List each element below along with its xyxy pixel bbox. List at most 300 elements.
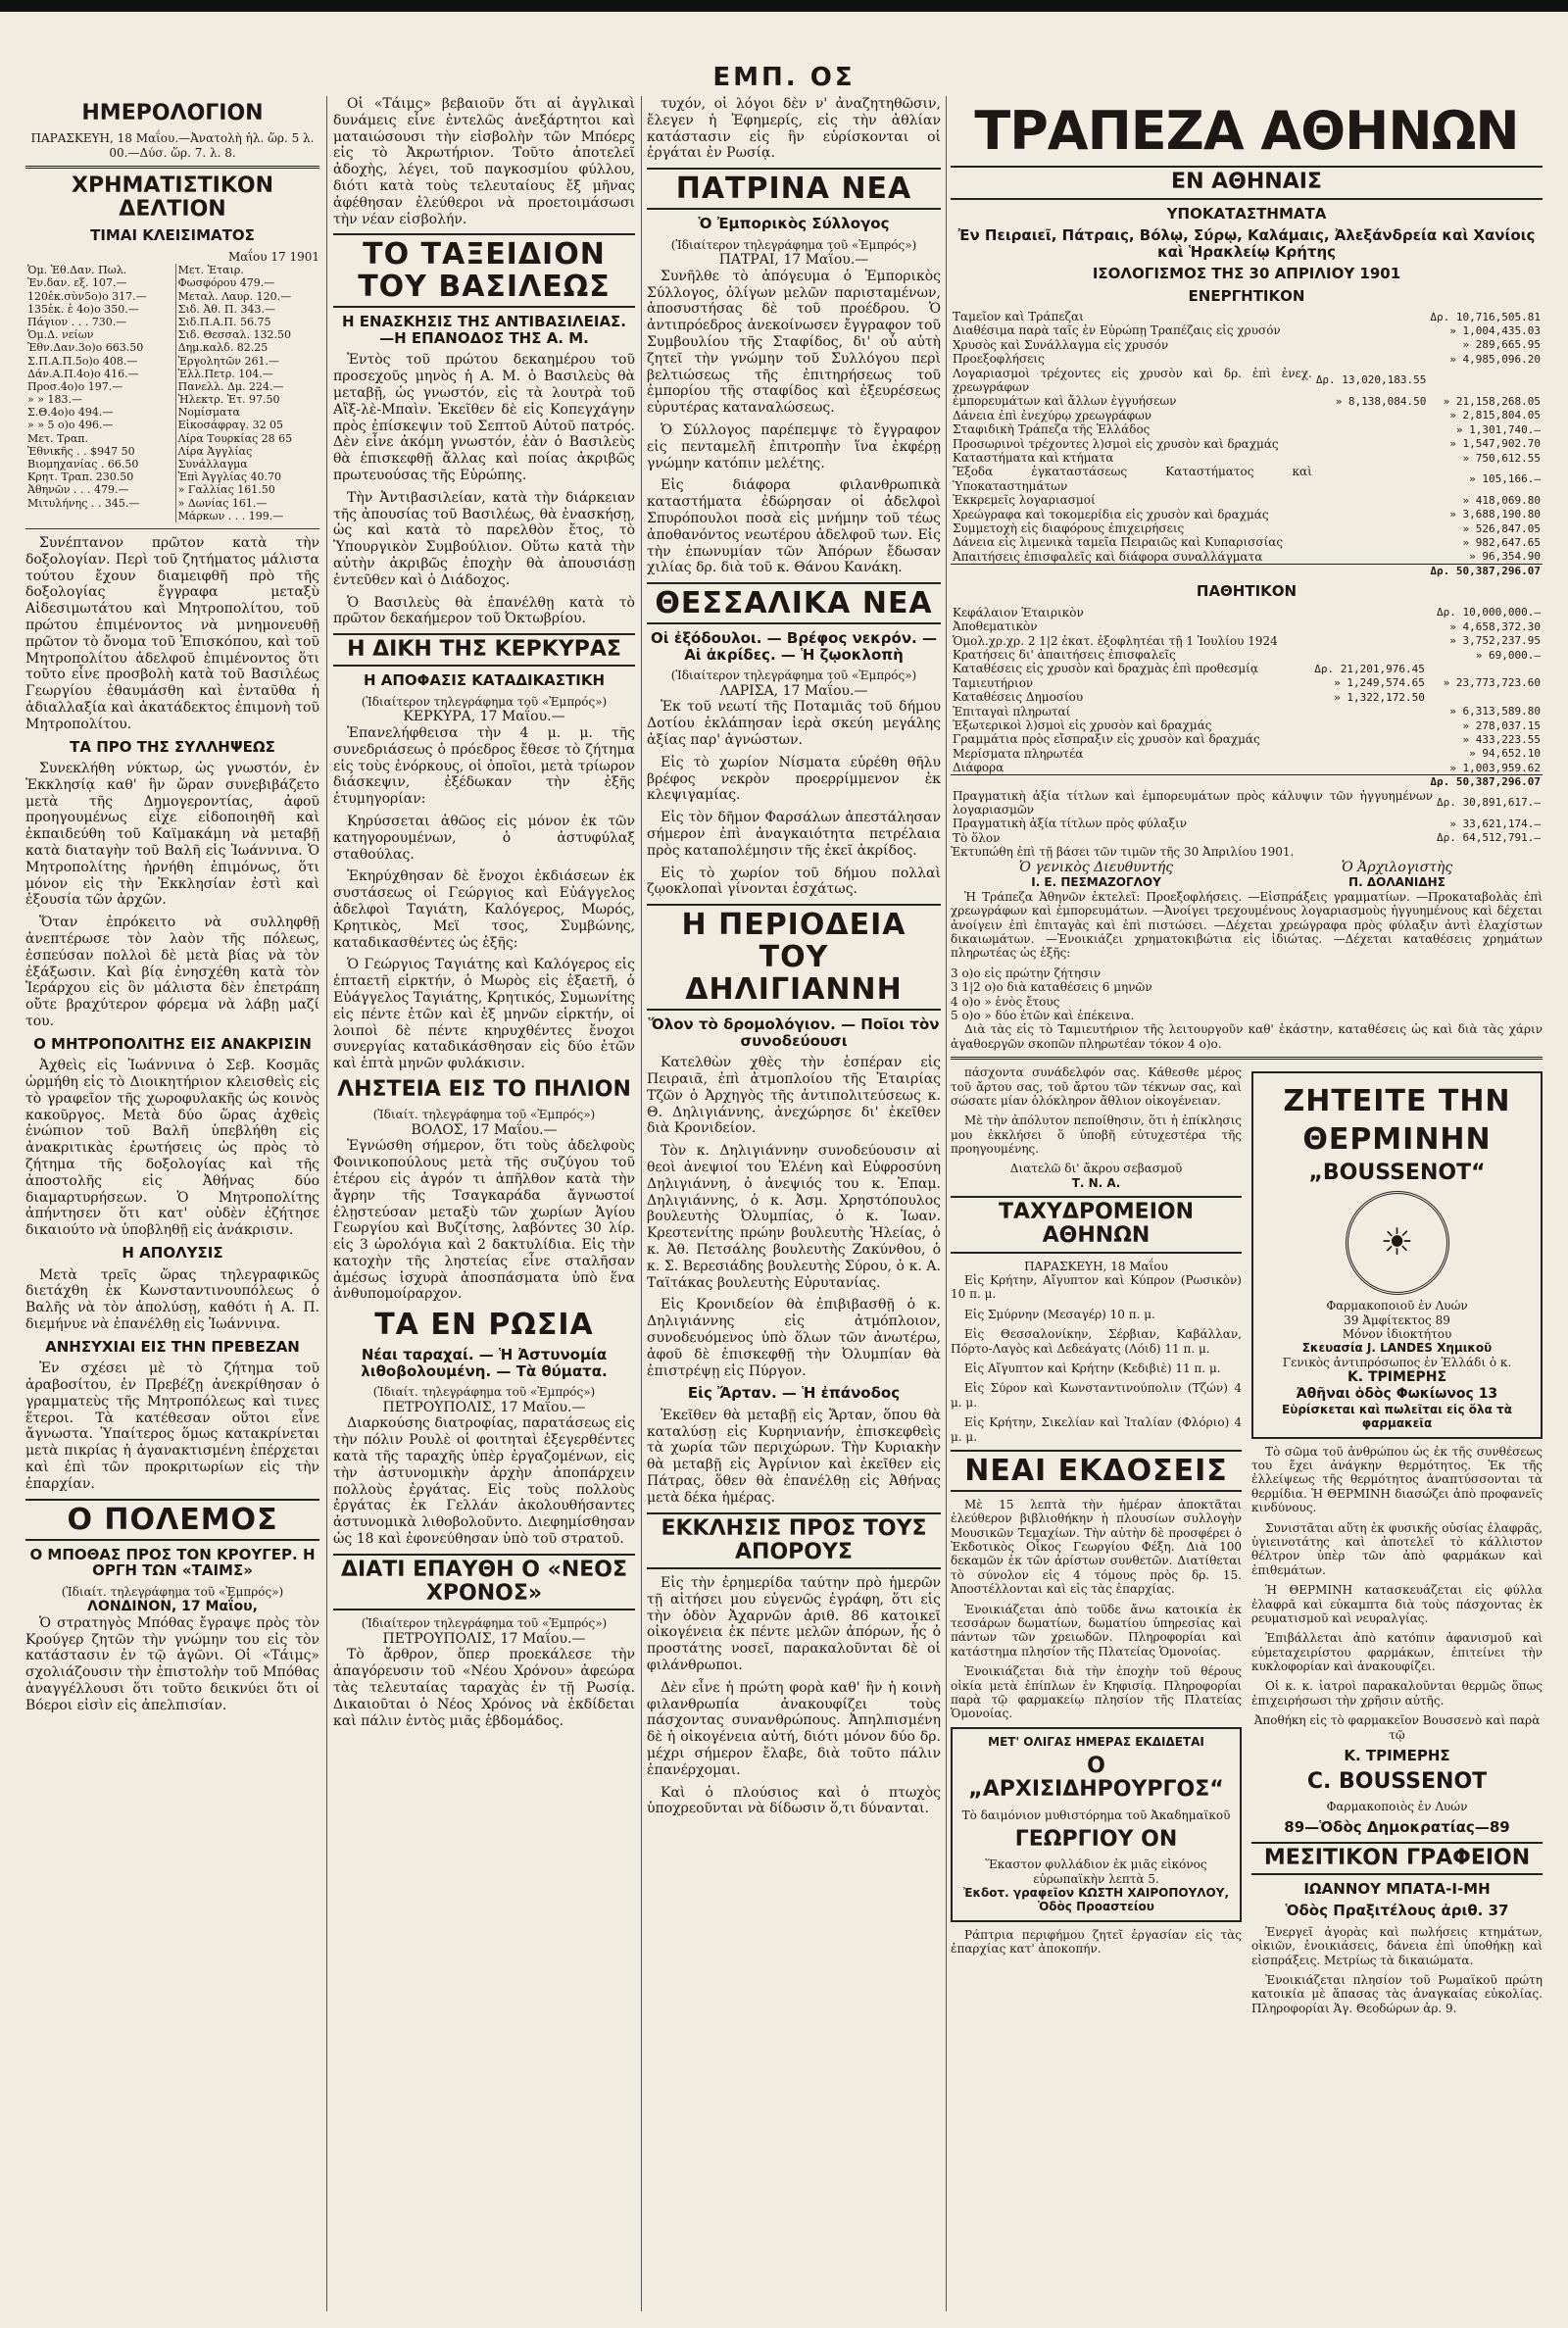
rates-left	[25, 264, 175, 522]
rates-right	[175, 264, 319, 522]
article-text: Μὲ τὴν ἀπόλυτον πεποίθησιν, ὅτι ἡ ἐπίκλησις μου ἐκκλήσει ὅ ὑποβῆ εὐτυχεστέρα τῆς προηγουμένης.	[951, 1114, 1242, 1157]
article-text: Τὴν Ἀντιβασιλείαν, κατὰ τὴν διάρκειαν τῆς ἀπουσίας τοῦ Βασιλέως, θὰ ἐνασκήσῃ, ὡς καὶ κατὰ τὸ παρελθὸν ἔτος, τὸ Ὑπουργικὸν Συμβούλιον. Οὕτω κατὰ τὴν αὐτὴν ἀκριβῶς ἐποχὴν θὰ ἀπουσιάσῃ ἐντεῦθεν καὶ ὁ Διάδοχος.	[333, 489, 635, 588]
article-heading: Ο ΜΗΤΡΟΠΟΛΙΤΗΣ ΕΙΣ ΑΝΑΚΡΙΣΙΝ	[33, 1034, 312, 1053]
ledger-label: Καταθέσεις εἰς χρυσὸν καὶ δραχμὰς ἐπὶ προθεσμίᾳ	[953, 662, 1258, 676]
rate-line: Μετ. Τραπ.	[27, 431, 88, 445]
rate-line: Συνάλλαγμα	[177, 458, 248, 471]
rate-line: Προσ.4ο)ο 197.—	[27, 379, 123, 393]
dateline: ΚΕΡΚΥΡΑ, 17 Μαΐου.—	[403, 709, 565, 725]
article-text: Συνέπτανον πρῶτον κατὰ τὴν δοξολογίαν. Περὶ τοῦ ζητήματος μάλιστα τούτου ἔχουν διαμειφθῆ πρὸ τῆς δοξολογίας ἔγγραφα μεταξὺ Αἰδεσιμωτάτου καὶ Μητροπολίτου, τοῦ πρώτου ἐπιμένοντος νὰ μνημονευθῇ πρῶτον τὸ ὄνομα τοῦ Ἐπισκόπου, καὶ τοῦ Μητροπολίτου ἀδελφοῦ ἐπιμένοντος ὅτι τοῦτο εἶνε προσβολὴ κατὰ τοῦ Βασιλέως Γεωργίου ἐθαυμάσθη καὶ ἐνταῦθα ἡ ἀδιαλλαξία καὶ ἀκατάδεκτος ἐπιμονὴ τοῦ Μητροπολίτου.	[25, 534, 319, 732]
rate-line: Ὁμ. Ἐθ.Δαν. Πωλ.	[27, 264, 127, 277]
ad-boussenot: C. BOUSSENOT	[1306, 1768, 1488, 1794]
assets-total-table	[951, 564, 1543, 577]
rate-line: Λίρα Τουρκίας 28 65	[177, 431, 293, 445]
ad-agent: Γενικὸς ἀντιπρόσωπος ἐν Ἑλλάδι ὁ κ.	[1282, 1355, 1512, 1369]
ad-only: Μόνον ἰδιοκτήτου	[1342, 1327, 1452, 1342]
novel-subtitle: Τὸ δαιμόνιον μυθιστόρημα τοῦ Ἀκαδημαϊκοῦ	[961, 1808, 1231, 1822]
ledger-label: Προεξοφλήσεις	[953, 352, 1045, 367]
ledger-label: Ἀποθεματικὸν	[953, 619, 1038, 634]
ad-brand: ΘΕΡΜΙΝΗΝ	[1302, 1122, 1492, 1158]
dateline: ΠΕΤΡΟΥΠΟΛΙΣ, 17 Μαΐου.—	[382, 1399, 586, 1415]
article-text: Συνῆλθε τὸ ἀπόγευμα ὁ Ἐμπορικὸς Σύλλογος, ὀλίγων μελῶν παρισταμένων, ἀποσυστήσας δὲ τοῦ προέδρου. Ὁ ἀντιπρόεδρος ἀνεκοίνωσεν ἔγγραφον τοῦ Συμβουλίου τῆς Σταφίδος, δι' οὗ αὐτὴ ζητεῖ τὴν γνώμην τοῦ Συλλόγου περὶ βελτιώσεως τῆς ἐπιτηρήσεως τοῦ ἐμπορίου τῆς σταφίδος καὶ ἐξευρέσεως εὐρυτέρας καταναλώσεως.	[647, 268, 941, 417]
column-2	[333, 96, 635, 2311]
ledger-subvalue	[1304, 634, 1427, 648]
bulletin-date: Μαΐου 17 1901	[227, 249, 319, 264]
accountant-name: Π. ΔΟΛΑΝΙΔΗΣ	[1348, 875, 1446, 890]
dateline: ΒΟΛΟΣ, 17 Μαΐου.—	[411, 1121, 558, 1138]
dateline: ΛΟΝΔΙΝΟΝ, 17 Μαΐου,	[87, 1599, 258, 1615]
article-text: Ὁ Σύλλογος παρέπεμψε τὸ ἔγγραφον εἰς πενταμελῆ ἐπιτροπὴν ἵνα ἐκφέρῃ γνώμην κατόπιν μελέτης.	[647, 422, 941, 471]
ledger-subvalue: Δρ. 13,020,183.55	[1315, 373, 1427, 387]
ledger-label: Διάφορα	[953, 761, 1004, 775]
ledger-value: » 1,004,435.03	[1449, 324, 1541, 338]
section-heading: Η ΔΙΚΗ ΤΗΣ ΚΕΡΚΥΡΑΣ	[333, 633, 635, 667]
ledger-label: Λογαριασμοὶ τρέχοντες εἰς χρυσὸν καὶ δρ. ἐπὶ ἐνεχ. χρεωγράφων	[953, 366, 1312, 395]
ledger-row	[951, 705, 1543, 718]
ad-landes: Σκευασία J. LANDES Χημικοῦ	[1301, 1341, 1493, 1356]
deposit-rate-item: 5 ο)ο » δύο ἐτῶν καὶ ἐπέκεινα.	[951, 1008, 1135, 1022]
deposit-rate-item: 3 1|2 ο)ο διὰ καταθέσεις 6 μηνῶν	[951, 980, 1152, 995]
article-subheading: Η ΕΝΑΣΚΗΣΙΣ ΤΗΣ ΑΝΤΙΒΑΣΙΛΕΙΑΣ. —Η ΕΠΑΝΟΔΟΣ ΤΗΣ Α. Μ.	[342, 313, 626, 347]
rate-line: Μιτυλήνης . . 345.—	[27, 496, 140, 510]
section-heading: ΛΗΣΤΕΙΑ ΕΙΣ ΤΟ ΠΗΛΙΟΝ	[337, 1076, 631, 1102]
column-3	[647, 96, 941, 2311]
left-subcolumn	[951, 1065, 1242, 2021]
rates-table	[25, 264, 319, 522]
article-subheading: Εἰς Ἄρταν. — Ἡ ἐπάνοδος	[687, 1384, 901, 1403]
rental-notice: Ἐνοικιάζεται ἀπὸ τοῦδε ἄνω κατοικία ἐκ τεσσάρων δωματίων, δωματίου ὑπηρεσίας καὶ πάντων τῶν χρειωδῶν. Πληροφορίαι καὶ κατάστημα πλησίον τῆς Πλατείας Ὁμονοίας.	[951, 1602, 1242, 1659]
section-heading: Η ΠΕΡΙΟΔΕΙΑ ΤΟΥ ΔΗΛΙΓΙΑΝΝΗ	[647, 904, 941, 1011]
ledger-label: Ἐξωτερικοὶ λ)σμοὶ εἰς χρυσὸν καὶ δραχμάς	[953, 718, 1212, 732]
article-text: Δὲν εἶνε ἡ πρώτη φορὰ καθ' ἣν ἡ κοινὴ φιλανθρωπία ἀνακουφίζει τοὺς πάσχοντας συνανθρώπους. Ἀπηλπισμένη δὲ ἡ οἰκογένεια αὐτή, διότι μόνον δύο δρ. μέχρι σήμερον ἔλαβε, διὰ τοῦτο πάλιν ἐπανέρχομαι.	[647, 1679, 941, 1778]
ad-address-2: 89—Ὁδὸς Δημοκρατίας—89	[1284, 1818, 1510, 1837]
novel-price: Ἕκαστον φυλλάδιον ἐκ μιᾶς εἰκόνος εὐρωπαϊκὴν λεπτὰ 5.	[985, 1857, 1207, 1886]
rate-line: Σ.Π.Α.Π.5ο)ο 408.—	[27, 354, 138, 368]
source-line: (Ἰδιαίτερον τηλεγράφημα τοῦ «Ἐμπρός»)	[670, 669, 917, 683]
assets-table	[951, 310, 1543, 564]
almanac-line: ΠΑΡΑΣΚΕΥΗ, 18 Μαΐου.—Ἀνατολὴ ἡλ. ὥρ. 5 λ. 00.—Δύσ. ὥρ. 7. λ. 8.	[30, 131, 315, 160]
rate-line: » » 183.—	[27, 393, 82, 407]
ledger-row	[951, 409, 1543, 422]
article-text: Κηρύσσεται ἀθῶος εἰς μόνον ἐκ τῶν κατηγορουμένων, ὁ ἀστυφύλαξ σταθούλας.	[333, 813, 635, 863]
article-heading: Ο ΜΠΟΘΑΣ ΠΡΟΣ ΤΟΝ ΚΡΟΥΓΕΡ. Η ΟΡΓΗ ΤΩΝ «ΤΑΙΜΣ»	[29, 1545, 316, 1580]
rate-line: Ἐλλ.Πετρ. 104.—	[177, 367, 273, 380]
ledger-value: » 1,547,902.70	[1449, 437, 1541, 451]
ledger-row	[951, 747, 1543, 761]
bank-subtitle: ΕΝ ΑΘΗΝΑΙΣ	[951, 166, 1543, 199]
ledger-value	[1427, 690, 1543, 704]
agency-text: Ἐνεργεῖ ἀγορὰς καὶ πωλήσεις κτημάτων, οἰκιῶν, ἐνοικιάσεις, δάνεια ἐπὶ ὑποθήκῃ καὶ εἰσπράξεις. Μετρίως τὰ δικαιώματα.	[1251, 1924, 1543, 1967]
deposit-rate-item: 4 ο)ο » ἑνὸς ἔτους	[951, 994, 1060, 1009]
rate-line: Δάν.Α.Π.4ο)ο 416.—	[27, 367, 139, 380]
ledger-row	[951, 817, 1543, 830]
article-text: Ἐκηρύχθησαν δὲ ἔνοχοι ἐκδιάσεων ἐκ συστάσεως οἱ Γεώργιος καὶ Εὐάγγελος ἀδελφοὶ Ταγιάτη, Καλόγερος, Μωρός, Κρητικὸς, Μεϊ τσος, Συμβώνης, καταδικασθέντες ὡς ἑξῆς:	[333, 868, 635, 951]
ledger-value: » 526,847.05	[1462, 521, 1541, 535]
ad-doctors: Οἱ κ. κ. ἰατροὶ παρακαλοῦνται θερμῶς ὅπως ἐπιχειρήσωσι τὴν χρῆσιν αὐτῆς.	[1251, 1679, 1543, 1708]
ledger-value: Δρ. 10,716,505.81	[1430, 310, 1541, 323]
masthead: ΕΜΠ. ΟΣ	[712, 63, 856, 92]
rate-line: Μετ. Ἐταιρ.	[177, 264, 244, 277]
ledger-subvalue	[1314, 508, 1429, 521]
assets-total: Δρ. 50,387,296.07	[970, 565, 1543, 578]
source-line: (Ἰδιαίτ. τηλεγράφημα τοῦ «Ἐμπρός»)	[61, 1584, 284, 1599]
rate-line: 120ἑκ.σὺν5ο)ο 317.—	[27, 289, 147, 303]
rate-line: Σιδ.Π.Α.Π. 56.75	[177, 315, 271, 328]
ad-body-4: Ἐπιβάλλεται ἀπὸ κατόπιν ἀφανισμοῦ καὶ εὐμεταχειρίστου φαρμάκων, ἐπιτείνει τὴν κυκλοφορίαν καὶ ἀνακουφίζει.	[1251, 1631, 1543, 1674]
ledger-subvalue	[1304, 648, 1427, 662]
ledger-row	[951, 648, 1543, 662]
article-text: πάσχοντα συνάδελφόν σας. Κάθεσθε μέρος τοῦ ἄρτου σας, τοῦ ἄρτου τῶν τέκνων σας, καὶ σώσατε μίαν ὁλόκληρον ἄθλιον οἰκογένειαν.	[951, 1065, 1242, 1108]
post-line: Εἰς Αἴγυπτον καὶ Κρήτην (Κεδιβιὲ) 11 π. μ.	[964, 1361, 1221, 1375]
section-heading: ΘΕΣΣΑΛΙΚΑ ΝΕΑ	[647, 582, 941, 624]
ad-availability: Εὑρίσκεται καὶ πωλεῖται εἰς ὅλα τὰ φαρμακεῖα	[1282, 1402, 1512, 1431]
liabilities-title: ΠΑΘΗΤΙΚΟΝ	[1196, 582, 1298, 601]
column-rule	[641, 96, 642, 2311]
ledger-subvalue	[1314, 310, 1429, 323]
ledger-subvalue: Δρ. 21,201,976.45	[1314, 662, 1425, 675]
ledger-subvalue	[1314, 493, 1429, 507]
rate-line: Ὁμ.Δ. νείων	[27, 328, 94, 342]
novel-publisher: Ἐκδοτ. γραφεῖον ΚΩΣΤΗ ΧΑΙΡΟΠΟΥΛΟΥ, Ὁδὸς Προαστείου	[962, 1885, 1230, 1914]
dateline: ΛΑΡΙΣΑ, 17 Μαΐου.—	[719, 682, 868, 699]
rate-line: Φωσφόρου 479.—	[177, 276, 275, 290]
source-line: (Ἰδιαίτερον τηλεγράφημα τοῦ «Ἐμπρός»)	[670, 237, 917, 252]
ad-address: 39 Ἀμφίτεκτος 89	[1344, 1313, 1450, 1327]
rate-line: Σιδ. Ἀθ. Π. 343.—	[177, 302, 275, 316]
rate-line: Μάρκων . . . 199.—	[177, 509, 284, 522]
column-1	[25, 96, 319, 2311]
article-text: Ἐκεῖθεν θὰ μεταβῇ εἰς Ἄρταν, ὅπου θὰ καταλύσῃ εἰς Κυρηνιανήν, ἐπισκεφθεὶς τὰ χωρία τῶν περιχώρων. Τὴν Κυριακὴν θὰ μεταβῇ εἰς Ἀγρίνιον καὶ ἐκεῖθεν εἰς Πάτρας, ὅθεν θὰ ἐπανέλθῃ εἰς Ἀθήνας μετὰ δέκα ἡμέρας.	[647, 1407, 941, 1506]
ledger-row	[951, 831, 1543, 845]
ledger-value: Δρ. 10,000,000.—	[1437, 606, 1541, 619]
ledger-label: Καταστήματα καὶ κτήματα	[953, 450, 1114, 465]
ledger-subvalue	[1304, 761, 1427, 774]
top-border	[0, 0, 1568, 12]
ledger-row	[951, 690, 1543, 704]
ledger-value: » 21,158,268.05	[1443, 395, 1541, 409]
post-line: Εἰς Σύρον καὶ Κωνσταντινούπολιν (Τζών) 4 μ. μ.	[951, 1381, 1242, 1410]
novel-author: ΓΕΩΡΓΙΟΥ ΟΝ	[1014, 1826, 1178, 1852]
ledger-value: » 278,037.15	[1462, 718, 1541, 732]
article-text: Εἰς τὸν δῆμον Φαρσάλων ἀπεστάλησαν σήμερον ἐπὶ ἀναγκαιότητα πετρέλαια πρὸς καταπολέμησιν τῆς ἐκεῖ ἀκρίδος.	[647, 810, 941, 859]
ledger-subvalue	[1314, 535, 1429, 549]
accountant-title: Ὁ Ἀρχιλογιστὴς	[1341, 859, 1453, 875]
liabilities-table	[951, 606, 1543, 775]
post-title: ΤΑΧΥΔΡΟΜΕΙΟΝ ΑΘΗΝΩΝ	[951, 1196, 1242, 1253]
ledger-value: » 982,647.65	[1462, 535, 1541, 549]
article-subheading: Ὅλον τὸ δρομολόγιον. — Ποῖοι τὸν συνοδεύουσι	[648, 1015, 940, 1050]
ad-body-3: Ἡ ΘΕΡΜΙΝΗ κατασκευάζεται εἰς φύλλα ἐλαφρᾶ καὶ εὐκαμπτα διὰ τοὺς πάσχοντας ἐκ ρευματισμοῦ καὶ νευραλγίας.	[1251, 1583, 1543, 1625]
balance-title: ΙΣΟΛΟΓΙΣΜΟΣ ΤΗΣ 30 ΑΠΡΙΛΙΟΥ 1901	[1092, 265, 1401, 283]
article-text: Ὁ Βασιλεὺς θὰ ἐπανέλθῃ κατὰ τὸ πρῶτον δεκαήμερον τοῦ Ὀκτωβρίου.	[333, 594, 635, 627]
classified-note: Ράπτρια περιφήμου ζητεῖ ἐργασίαν εἰς τὰς ἐπαρχίας κατ' ἀποκοπήν.	[951, 1927, 1242, 1957]
rate-line: » Δωνίας 161.—	[177, 496, 268, 510]
section-heading: Ο ΠΟΛΕΜΟΣ	[25, 1499, 319, 1541]
ledger-label: Καταθέσεις Δημοσίου	[953, 690, 1084, 705]
article-subheading: Ὁ Ἐμπορικὸς Σύλλογος	[698, 215, 890, 233]
ledger-value	[1427, 662, 1543, 675]
section-heading: ΔΙΑΤΙ ΕΠΑΥΘΗ Ο «ΝΕΟΣ ΧΡΟΝΟΣ»	[333, 1554, 635, 1610]
ledger-label: Συμμετοχὴ εἰς διαφόρους ἐπιχειρήσεις	[953, 520, 1185, 535]
ledger-value	[1428, 367, 1543, 395]
article-heading: ΤΑ ΠΡΟ ΤΗΣ ΣΥΛΛΗΨΕΩΣ	[70, 737, 275, 756]
ledger-subvalue	[1304, 705, 1427, 718]
ledger-row	[951, 535, 1543, 549]
ledger-label: Ταμεῖον καὶ Τράπεζαι	[953, 310, 1084, 324]
source-line: (Ἰδιαίτ. τηλεγράφημα τοῦ «Ἐμπρός»)	[372, 1385, 596, 1400]
ledger-label: Γραμμάτια πρὸς εἴσπραξιν εἰς χρυσὸν καὶ δραχμάς	[953, 732, 1260, 747]
ledger-subvalue	[1304, 619, 1427, 633]
ledger-subvalue	[1314, 352, 1429, 366]
rate-line: Βιομηχανίας . 66.50	[27, 458, 139, 471]
agency-text-2: Ἐνοικιάζεται πλησίον τοῦ Ρωμαϊκοῦ πρώτη κατοικία μὲ ἅπασας τὰς ἀναγκαίας εὐκολίας. Πληροφορίαι Ἁγ. Θεοδώρων ἀρ. 9.	[1251, 1972, 1543, 2015]
article-text: Ἐκ τοῦ νεωτί τῆς Ποταμιᾶς τοῦ δήμου Δοτίου ἐκλάπησαν ἱερὰ σκεύη μεγάλης ἀξίας παρ' ἀγνώστων.	[647, 699, 941, 748]
ledger-subvalue: » 8,138,084.50	[1335, 395, 1427, 409]
rate-line: Σ.Θ.4ο)ο 494.—	[27, 406, 114, 420]
assets-title: ΕΝΕΡΓΗΤΙΚΟΝ	[1188, 286, 1305, 305]
ledger-row	[951, 422, 1543, 436]
values-table	[951, 789, 1543, 846]
right-subcolumn	[1251, 1065, 1543, 2021]
ledger-subvalue	[1314, 451, 1429, 465]
rate-line: Πανελλ. Δμ. 224.—	[177, 379, 284, 393]
ledger-row	[951, 606, 1543, 619]
section-heading: ΠΑΤΡΙΝΑ ΝΕΑ	[647, 168, 941, 210]
ledger-label: Σταφιδικὴ Τράπεζα τῆς Ἑλλάδος	[953, 422, 1151, 437]
article-text: Ὁ στρατηγὸς Μπόθας ἔγραψε πρὸς τὸν Κρούγερ ζητῶν τὴν γνώμην του εἰς τὸν κατάστασιν ἐν τῷ ἀγῶνι. Οἱ «Τάιμς» σχολιάζουσιν τὴν ἐπιστολὴν τοῦ Μπόθας ἀναγγέλλουσι ὅτι τοῦτο δεικνύει ὅτι οἱ Βόεροι εἰσὶν εἰς ἀπελπισίαν.	[25, 1614, 319, 1713]
rate-line: Δημ.καλδ. 82.25	[177, 341, 269, 355]
source-line: (Ἰδιαίτερον τηλεγράφημα τοῦ «Ἐμπρός»)	[361, 1616, 608, 1631]
rate-line: Ἐθν.Δαν.3ο)ο 663.50	[27, 341, 144, 355]
ledger-value: » 3,688,190.80	[1449, 508, 1541, 521]
article-text: Οἱ «Τάιμς» βεβαιοῦν ὅτι αἱ ἀγγλικαὶ δυνάμεις εἶνε ἐντελῶς ἀνεξάρτητοι καὶ ματαιώσουσι τὴν εἰσβολὴν τῶν Μπόερς εἰς τὸ Ἀκρωτήριον. Τοῦτο ἀποτελεῖ ἀδοχὴς, λέγει, τοῦ παγκοσμίου φύλλου, διότι κατὰ τοὺς τελευταίους ἔξ μῆνας ἀφέθησαν ἐλεύθεροι νὰ προετοιμάσωσι τὴν νέαν εἰσβολήν.	[333, 96, 635, 227]
rate-line: Εἰκοσάφραγ. 32 05	[177, 419, 284, 432]
thermine-ad	[1251, 1071, 1543, 1439]
novel-banner: ΜΕΤ' ΟΛΙΓΑΣ ΗΜΕΡΑΣ ΕΚΔΙΔΕΤΑΙ	[988, 1734, 1204, 1749]
article-text: Εἰς τὸ χωρίον τοῦ δήμου πολλαὶ ζῳοκλοπαὶ γίνονται ἐσχάτως.	[647, 865, 941, 898]
signatures	[951, 860, 1543, 890]
ledger-value: Δρ. 30,891,617.—	[1437, 796, 1541, 810]
bank-notice-2: Διὰ τὰς εἰς τὸ Ταμιευτήριον τῆς λειτουργοῦν καθ' ἑκάστην, καταθέσεις ὡς καὶ διὰ τὰς χάριν ἀγαθοεργῶν σκοπῶν πληρωτέαν τόκον 4 ο)ο.	[951, 1022, 1543, 1051]
ad-agent-name: Κ. ΤΡΙΜΕΡΗΣ	[1347, 1369, 1447, 1386]
article-text: Εἰς διάφορα φιλανθρωπικὰ καταστήματα ἐδώρησαν οἱ ἀδελφοὶ Σπυρόπουλοι ποσὰ εἰς μνήμην τοῦ τέως ἀποθανόντος νεωτέρου ἀδελφοῦ των. Εἰς τὴν ἐπωνυμίαν τῶν Ἀπόρων ἔδωσαν χιλίας δρ. διὰ τοῦ κ. Θάνου Κανάκη.	[647, 477, 941, 576]
article-text: τυχόν, οἱ λόγοι δὲν ν' ἀναζητηθῶσιν, ἔλεγεν ἡ Ἐφημερίς, εἰς τὴν ἀθλίαν κατάστασιν εἰς ἣν εὑρίσκονται οἱ ἐργάται ἐν Ρωσίᾳ.	[647, 96, 941, 162]
ad-depot-name: Κ. ΤΡΙΜΕΡΗΣ	[1344, 1747, 1450, 1765]
ledger-row	[951, 732, 1543, 746]
article-text: Ἐντὸς τοῦ πρώτου δεκαημέρου τοῦ προσεχοῦς μηνὸς ἡ Α. Μ. ὁ Βασιλεὺς θὰ μεταβῇ, ὡς γνωστόν, εἰς τὰ λουτρὰ τοῦ Αἲξ-λὲ-Μπαὶν. Ἐκεῖθεν δὲ εἰς Κοπεγχάγην πρὸς ἐπίσκεψιν τοῦ Σεπτοῦ Αὐτοῦ πατρός. Δὲν εἶνε ἀκόμη γνωστόν, ἐὰν ὁ Βασιλεὺς θὰ ἐπισκεφθῇ ἄλλας καὶ ποίας ἀκριβῶς πρωτευούσας τῆς Εὐρώπης.	[333, 352, 635, 483]
post-date: ΠΑΡΑΣΚΕΥΗ, 18 Μαΐου	[1024, 1259, 1168, 1273]
dateline: ΠΑΤΡΑΙ, 17 Μαΐου.—	[718, 252, 869, 269]
ad-title: ΖΗΤΕΙΤΕ ΤΗΝ	[1283, 1084, 1511, 1119]
novel-ad	[951, 1727, 1242, 1922]
ledger-value: » 433,223.55	[1462, 732, 1541, 746]
rate-line: Ἐθνικῆς . . $947 50	[27, 444, 135, 458]
ledger-subvalue	[1314, 409, 1429, 422]
ledger-row	[951, 508, 1543, 521]
rate-line: Πάγιον . . . 730.—	[27, 315, 127, 328]
post-line: Εἰς Σμύρνην (Μεσαγέρ) 10 π. μ.	[964, 1307, 1155, 1321]
ledger-subvalue	[1314, 338, 1429, 352]
deposit-rates	[951, 966, 1543, 1023]
ledger-subvalue	[1304, 606, 1427, 619]
ledger-row	[951, 718, 1543, 732]
governor-name: Ι. Ε. ΠΕΣΜΑΖΟΓΛΟΥ	[1031, 875, 1161, 890]
rate-line: Ἐπὶ Ἀγγλίας 40.70	[177, 471, 282, 484]
rate-line: 135ἑκ. ἐ 4ο)ο 350.—	[27, 302, 139, 316]
ledger-label: Μερίσματα πληρωτέα	[953, 746, 1084, 761]
new-publications-title: ΝΕΑΙ ΕΚΔΟΣΕΙΣ	[951, 1450, 1242, 1492]
bank-title: ΤΡΑΠΕΖΑ ΑΘΗΝΩΝ	[974, 100, 1519, 162]
ledger-subvalue	[1314, 323, 1429, 337]
section-heading: ΤΟ ΤΑΞΕΙΔΙΟΝ ΤΟΥ ΒΑΣΙΛΕΩΣ	[333, 233, 635, 308]
post-line: Εἰς Κρήτην, Σικελίαν καὶ Ἰταλίαν (Φλόριο) 4 μ. μ.	[951, 1415, 1242, 1444]
ledger-value: » 4,658,372.30	[1449, 619, 1541, 633]
bulletin-subtitle: ΤΙΜΑΙ ΚΛΕΙΣΙΜΑΤΟΣ	[90, 226, 255, 245]
ledger-value: » 1,301,740.—	[1455, 422, 1541, 436]
agency-address: Ὁδὸς Πραξιτέλους ἀριθ. 37	[1285, 1902, 1509, 1920]
ledger-row	[951, 662, 1543, 675]
ledger-row	[951, 310, 1543, 323]
rate-line: » Γαλλίας 161.50	[177, 483, 275, 497]
article-heading: Η ΑΠΟΛΥΣΙΣ	[122, 1244, 223, 1263]
article-text: Ἐν σχέσει μὲ τὸ ζήτημα τοῦ ἀραβοσίτου, ἐν Πρεβέζῃ ἀνεκρίθησαν ὁ γραμματεὺς τῆς Μητροπόλεως καὶ τινες ἕτεροι. Τὰ κατέθεσαν οὕτοι εἶνε ἄγνωστα. Ὑπαίτερος ὅμως κατακρίνεται μετὰ πικρίας ἡ ἀγανακτισμένη ἐπέρχεται καὶ ἐπὶ τῶν προκριτωρίων εἰς τὴν ἐπαρχίαν.	[25, 1361, 319, 1492]
ledger-row	[951, 619, 1543, 633]
ledger-row	[951, 761, 1543, 774]
ledger-label: Δάνεια εἰς λιμενικὰ ταμεῖα Πειραιῶς καὶ Κυπαρισσίας	[953, 535, 1284, 550]
article-heading: ΑΝΗΣΥΧΙΑΙ ΕΙΣ ΤΗΝ ΠΡΕΒΕΖΑΝ	[45, 1337, 300, 1356]
ledger-label: ἐμπορευμάτων καὶ ἄλλων ἐγγυήσεων	[953, 394, 1177, 409]
branches-title: ΥΠΟΚΑΤΑΣΤΗΜΑΤΑ	[1166, 204, 1327, 223]
rate-line: Ἀθηνῶν . . . 479.—	[27, 483, 129, 497]
ledger-subvalue	[1304, 718, 1427, 732]
column-rule	[326, 96, 327, 2311]
article-text: Τὸν κ. Δηλιγιάννην συνοδεύουσιν αἱ θεοὶ ἀνεψιοί του Ἑλένη καὶ Εὐφροσύνη Δηλιγιάννη, ὁ ἀνεψιός του κ. Ἐπαμ. Δηλιγιάννης, ὁ κ. Ἀσμ. Χρηστόπουλος βουλευτὴς Ὀλυμπίας, ὁ κ. Ἰωαν. Κρεστενίτης πρώην βουλευτὴς Ἠλείας, ὁ κ. Ἀθ. Πετσάλης βουλευτὴς Ζακύνθου, ὁ κ. Σ. Βερεσιάδης βουλευτὴς Σύρου, ὁ κ. Α. Ταϊτάκας βουλευτὴς Εὐρυτανίας.	[647, 1143, 941, 1291]
article-text: Ἐπανελήφθεισα τὴν 4 μ. μ. τῆς συνεδριάσεως ὁ πρόεδρος ἔθεσε τὸ ζήτημα εἰς τοὺς ἐνόρκους, οἱ ὁποῖοι, μετὰ τρίωρον διάσκεψιν, ἐξέδωκαν τὴν ἑξῆς ἐτυμηγορίαν:	[333, 725, 635, 808]
article-text: Τὸ ἄρθρον, ὅπερ προεκάλεσε τὴν ἀπαγόρευσιν τοῦ «Νέου Χρόνου» ἀφεώρα τὰς τελευταίας ταραχὰς ἐν τῇ Ρωσίᾳ. Δικαιοῦται ὁ Νέος Χρόνος νὰ ἐκδίδεται καὶ πάλιν ἐντὸς μιᾶς ἑβδομάδος.	[333, 1647, 635, 1729]
ledger-label: Ἐκκρεμεῖς λογαριασμοί	[953, 493, 1096, 508]
article-text: Ὁ Γεώργιος Ταγιάτης καὶ Καλόγερος εἰς ἑπταετῆ εἱρκτήν, ὁ Μωρὸς εἰς ἑξαετῆ, ὁ Εὐάγγελος Ταγιάτης, Κρητικός, Συμωνίτης εἰς πέντε ἐτῶν καὶ ἑξ μηνῶν εἱρκτήν, οἱ λοιποὶ δὲ πέντε κηρυχθέντες ἔνοχοι συνεργίας καταδικάσθησαν εἰς δύο ἐτῶν καὶ ἑπτὰ μηνῶν φυλάκισιν.	[333, 957, 635, 1072]
rate-line: Σιδ. Θεσσαλ. 132.50	[177, 328, 291, 342]
rate-line: Νομίσματα	[177, 406, 240, 420]
ledger-subvalue	[1314, 521, 1429, 535]
column-4	[951, 96, 1543, 2311]
ledger-row	[951, 493, 1543, 507]
ledger-subvalue	[1314, 422, 1429, 436]
article-text: Εἰς Κρονιδείον θὰ ἐπιβιβασθῇ ὁ κ. Δηλιγιάννης εἰς ἀτμόπλοιον, συνοδευόμενος ὑπὸ ὅλων τῶν ἀνωτέρω, ἀφοῦ δὲ ἐπισκεφθῇ τὴν Ὀλυμπίαν θὰ ἐπιστρέψῃ εἰς Πύργον.	[647, 1297, 941, 1379]
ledger-row	[951, 634, 1543, 648]
ledger-label: Χρεώγραφα καὶ τοκομερίδια εἰς χρυσὸν καὶ δραχμάς	[953, 507, 1269, 521]
ledger-row	[951, 352, 1543, 366]
novel-title: Ο „ΑΡΧΙΣΙΔΗΡΟΥΡΓΟΣ“	[968, 1754, 1224, 1803]
ledger-value: Δρ. 64,512,791.—	[1437, 831, 1541, 845]
article-subheading: Η ΑΠΟΦΑΣΙΣ ΚΑΤΑΔΙΚΑΣΤΙΚΗ	[363, 671, 606, 690]
column-rule	[946, 96, 947, 2311]
article-text: Μετὰ τρεῖς ὥρας τηλεγραφικῶς διετάχθη ἐκ Κωνσταντινουπόλεως ὁ Βαλῆς νὰ τὸν ἀπολύσῃ, καθότι ἡ Α. Π. διεμήνυε νὰ ἐπανέλθῃ εἰς Ἰωάννινα.	[25, 1266, 319, 1332]
ledger-value: » 94,652.10	[1469, 747, 1541, 761]
ledger-row	[951, 367, 1543, 395]
article-subheading: Οἱ ἐξόδουλοι. — Βρέφος νεκρόν. — Αἱ ἀκρίδες. — Ἡ ζῳοκλοπὴ	[651, 629, 937, 664]
rate-line: Ἐργολητῶν 261.—	[177, 354, 279, 368]
ad-body-2: Συνιστᾶται αὕτη ἐκ φυσικῆς οὐσίας ἐλαφρᾶς, ὑγιεινοτάτης καὶ ἀποτελεῖ τὸ κάλλιστον θέλτρον ὑπὲρ τῶν ἀπὸ φαρμάκων καὶ ἐπιθεμάτων.	[1251, 1520, 1543, 1577]
agency-title: ΜΕΣΙΤΙΚΟΝ ΓΡΑΦΕΙΟΝ	[1251, 1842, 1543, 1875]
article-text: Ἐγνώσθη σήμερον, ὅτι τοὺς ἀδελφοὺς Φοινικοπούλους μετὰ τῆς συζύγου τοῦ ἑτέρου εἰς ἀγρόν τι ἀπῆλθον κατὰ τὴν ἄγρην τῆς Τσαγκαράδα ἄγνωστοί ἐλῃστεύσαν μεταξὺ τῶν χωρίων Ἁγίου Γεωργίου καὶ Βυζίτσης, λαβόντες 30 λίρ. εἰς 3 ὡρολόγια καὶ 2 δακτυλίδια. Εἰς τὴν κατοχὴν τῆς ληστείας εἶνε σταλῆσαν ἀμέσως ἰσχυρὰ ἀποσπάσματα ὑπὸ ἕνα ἀνθυπομοίραρχον.	[333, 1138, 635, 1303]
rate-line: Ἐν.δαν. εξ. 107.—	[27, 276, 127, 290]
article-text: Διαρκούσης διατροφίας, παρατάσεως εἰς τὴν πόλιν Ρουλὲ οἱ φοιτηταὶ ἐξεγερθέντες κατὰ τῆς ταραχῆς ὑπὲρ ἐργαζομένων, εἰς τὴν ἀστυνομικὴν ἀρχὴν ἀποπάρχειν πολλοὺς ἐργάτας. Εἰς τοὺς πολλοὺς ἐργάτας ἐκ Γελλάν ἀκολουθήσαντες ἀστυνομικὰ λιθοβολοῦντο. Διεφημίσθησαν ὡς 18 καὶ ἐφονεύθησαν ὑπὸ τοῦ στρατοῦ.	[333, 1415, 635, 1548]
ad-depot: Ἀποθήκη εἰς τὸ φαρμακεῖον Βουσσενὸ καὶ παρὰ τῷ	[1253, 1713, 1541, 1742]
ledger-subvalue	[1304, 747, 1427, 761]
ledger-label: Ἐπιταγαὶ πληρωταί	[953, 704, 1071, 718]
rate-line: Ἠλεκτρ. Ἑτ. 97.50	[177, 393, 280, 407]
ledger-row	[951, 676, 1543, 690]
ledger-value: » 418,069.80	[1462, 493, 1541, 507]
ledger-label: Χρυσὸς καὶ Συνάλλαγμα εἰς χρυσόν	[953, 337, 1169, 352]
article-text: Καὶ ὁ πλούσιος καὶ ὁ πτωχὸς ὑποχρεοῦνται νὰ δίδωσιν ὅ,τι δύνανται.	[647, 1784, 941, 1817]
article-text: Εἰς τὴν ἐρημερίδα ταύτην πρὸ ἡμερῶν τῇ αἰτήσει μου εὐγενῶς ἐγράφη, ὅτι εἰς τὴν ὁδὸν Ἀχαρνῶν ἀριθ. 86 κατοικεῖ οἰκογένεια ἐκ πέντε μελῶν ἀπόρων, ἧς ὁ προστάτης νοσεῖ, παρακαλοῦνται δὲ οἱ φιλάνθρωποι.	[647, 1574, 941, 1673]
ad-agent-address: Ἀθῆναι ὁδὸς Φωκίωνος 13	[1296, 1386, 1498, 1403]
rate-line: Λίρα Ἀγγλίας	[177, 444, 253, 458]
ledger-value: » 4,985,096.20	[1449, 352, 1541, 366]
ledger-row	[951, 437, 1543, 451]
ledger-subvalue	[1304, 732, 1427, 746]
post-line: Εἰς Κρήτην, Αἴγυπτον καὶ Κύπρον (Ρωσικὸν) 10 π. μ.	[951, 1273, 1242, 1302]
ledger-value: » 23,773,723.60	[1443, 676, 1541, 690]
ledger-value: » 750,612.55	[1462, 451, 1541, 465]
ad-pharmacy-2: Φαρμακοποιὸς ἐν Λυών	[1326, 1799, 1468, 1813]
ledger-subvalue: » 1,322,172.50	[1334, 690, 1425, 704]
ledger-value: » 3,752,237.95	[1449, 634, 1541, 648]
ledger-row	[951, 465, 1543, 493]
ledger-row	[951, 521, 1543, 535]
ledger-label: Τὸ ὅλον	[953, 830, 1001, 845]
ledger-label: Ταμιευτήριον	[953, 675, 1034, 690]
rate-line: Μεταλ. Λαυρ. 120.—	[177, 289, 292, 303]
ledger-subvalue	[1314, 437, 1429, 451]
ledger-row	[951, 550, 1543, 564]
new-publications-text: Μὲ 15 λεπτὰ τὴν ἡμέραν ἀποκτᾶται ἐλεύθερον βιβλιοθήκην ἡ πλουσίων συλλογὴν Μουσικῶν Τεμαχίων. Τὴν αὐτὴν δὲ προσφέρει ὁ Ἐκδοτικὸς Οἶκος Γεωργίου Φέξη. Διὰ 100 δεκαμῶν ἐκ τῶν ἀρίστων συνθετῶν. Διατίθεται τὸ σύνολον εἰς 4 τόμους πρὸς δρ. 15. Ἀποστέλλονται καὶ εἰς τὰς ἐπαρχίας.	[951, 1497, 1242, 1597]
article-text: Ἀχθεὶς εἰς Ἰωάννινα ὁ Σεβ. Κοσμᾶς ὡρμήθη εἰς τὸ Διοικητήριον κλεισθεὶς εἰς τὸ γραφεῖον τῆς χωροφυλακῆς ὡς κοινὸς κακοῦργος. Μετὰ δύο ὥρας ἀχθεὶς ἐνώπιον τοῦ Βαλῆ ὑπεβλήθη εἰς ἀνακριτικὰς ἐρωτήσεις ὡς πρὸς τὸ ζήτημα τῆς δοξολογίας καὶ τῆς ἀποστολῆς εἰς Ἀθήνας δύο διαμαρτυρήσεων. Ὁ Μητροπολίτης ἀπήντησεν ὅτι κατ' οὐδὲν ἐζήτησε δικαιούτο νὰ ὑποβληθῇ εἰς ἀνάκρισιν.	[25, 1058, 319, 1239]
ledger-label: Προσωρινοὶ τρέχοντες λ)σμοὶ εἰς χρυσὸν καὶ δραχμάς	[953, 436, 1279, 451]
source-line: (Ἰδιαίτερον τηλεγράφημα τοῦ «Ἐμπρός»)	[361, 694, 608, 709]
sign-initials: Τ. Ν. Α.	[1071, 1175, 1121, 1190]
article-text: Εἰς τὸ χωρίον Νίσματα εὑρέθη θῆλυ βρέφος νεκρὸν προερρίμμενον ἐκ κλεψιγαμίας.	[647, 754, 941, 804]
ledger-label: Διαθέσιμα παρὰ ταῖς ἐν Εὐρώπῃ Τραπέζαις εἰς χρυσόν	[953, 323, 1281, 338]
ledger-row	[951, 394, 1543, 408]
ledger-value: » 289,665.95	[1462, 338, 1541, 352]
ledger-label: Ἔξοδα ἐγκαταστάσεως Καταστήματος καὶ Ὑποκαταστημάτων	[953, 465, 1312, 493]
source-line: (Ἰδιαίτ. τηλεγράφημα τοῦ «Ἐμπρός»)	[372, 1108, 596, 1122]
almanac-title: ΗΜΕΡΟΛΟΓΙΟΝ	[81, 101, 264, 125]
ledger-value: » 33,621,174.—	[1449, 817, 1541, 831]
section-heading: ΤΑ ΕΝ ΡΩΣΙΑ	[374, 1308, 594, 1343]
ledger-label: Κεφάλαιον Ἑταιρικὸν	[953, 605, 1084, 619]
ledger-label: Πραγματικὴ ἀξία τίτλων καὶ ἐμπορευμάτων πρὸς κάλυψιν τῶν ἠγγυημένων λογαριασμῶν	[953, 788, 1434, 817]
deposit-rate-item: 3 ο)ο εἰς πρώτην ζήτησιν	[951, 966, 1102, 980]
ad-pharmacy: Φαρμακοποιοῦ ἐν Λυών	[1326, 1299, 1468, 1313]
ledger-label: Πραγματικὴ ἀξία τίτλων πρὸς φύλαξιν	[953, 817, 1188, 831]
sign-line: Διατελῶ δι' ἄκρου σεβασμοῦ	[1009, 1162, 1183, 1176]
section-heading: ΕΚΚΛΗΣΙΣ ΠΡΟΣ ΤΟΥΣ ΑΠΟΡΟΥΣ	[647, 1512, 941, 1569]
ledger-label: Ὁμολ.χρ.χρ. 2 1|2 ἐκατ. ἐξοφλητέαι τῇ 1 Ἰουλίου 1924	[953, 633, 1278, 648]
agency-name: ΙΩΑΝΝΟΥ ΜΠΑΤΑ-Ι-ΜΗ	[1303, 1879, 1491, 1898]
article-text: Ὅταν ἐπρόκειτο νὰ συλληφθῇ ἀνεπτέρωσε τὸν λαὸν τῆς πόλεως, ἐσπεύσαν πολλοὶ δὲ μετὰ βίας νὰ τὸν ἐξάξωσιν. Καὶ βίᾳ ἐνησχέθη κατὰ τὸν Ἱεράρχου εἰς ὃν μάλιστα δὲν ἐπετράπη οὔτε βραχύτερον φόρεμα νὰ λάβῃ μαζί του.	[25, 915, 319, 1029]
ledger-row	[951, 789, 1543, 817]
ledger-value: » 1,003,959.62	[1449, 761, 1541, 774]
certified-line: Ἐκτυπώθη ἐπὶ τῇ βάσει τῶν τιμῶν τῆς 30 Ἀπριλίου 1901.	[951, 845, 1295, 860]
article-text: Συνεκλήθη νύκτωρ, ὡς γνωστόν, ἐν Ἐκκλησίᾳ καθ' ἣν ὥραν συνεβιβάζετο μετὰ τῆς Δημογεροντίας, ἀφοῦ προηγουμένως εἶχε εἰδοποιηθῆ καὶ ἐκπαιδεύθη τοῦ Καϊμακάμη νὰ μεταβῇ κατὰ διαταγὴν τοῦ Βαλῆ εἰς Ἰωάννινα. Ὁ Μητροπολίτης ἠρνήθη ἐπιμόνως, ὅτι μόνον εἰς τὴν Ἐκκλησίαν ἐστὶ καὶ ἐξουσία τῶν ἀρχῶν.	[25, 761, 319, 909]
ledger-value: » 96,354.90	[1469, 550, 1541, 564]
ad-body: Τὸ σῶμα τοῦ ἀνθρώπου ὡς ἐκ τῆς συνθέσεως του ἔχει ἀνάγκην θερμότητος. Ἐκ τῆς ἐλλείψεως τῆς θερμότητος ἀναπτύσσονται τὰ θερμίδια. Ἡ ΘΕΡΜΙΝΗ διασώζει ἀπὸ προφανεῖς κινδύνους.	[1251, 1444, 1543, 1515]
ledger-subvalue	[1314, 550, 1429, 564]
